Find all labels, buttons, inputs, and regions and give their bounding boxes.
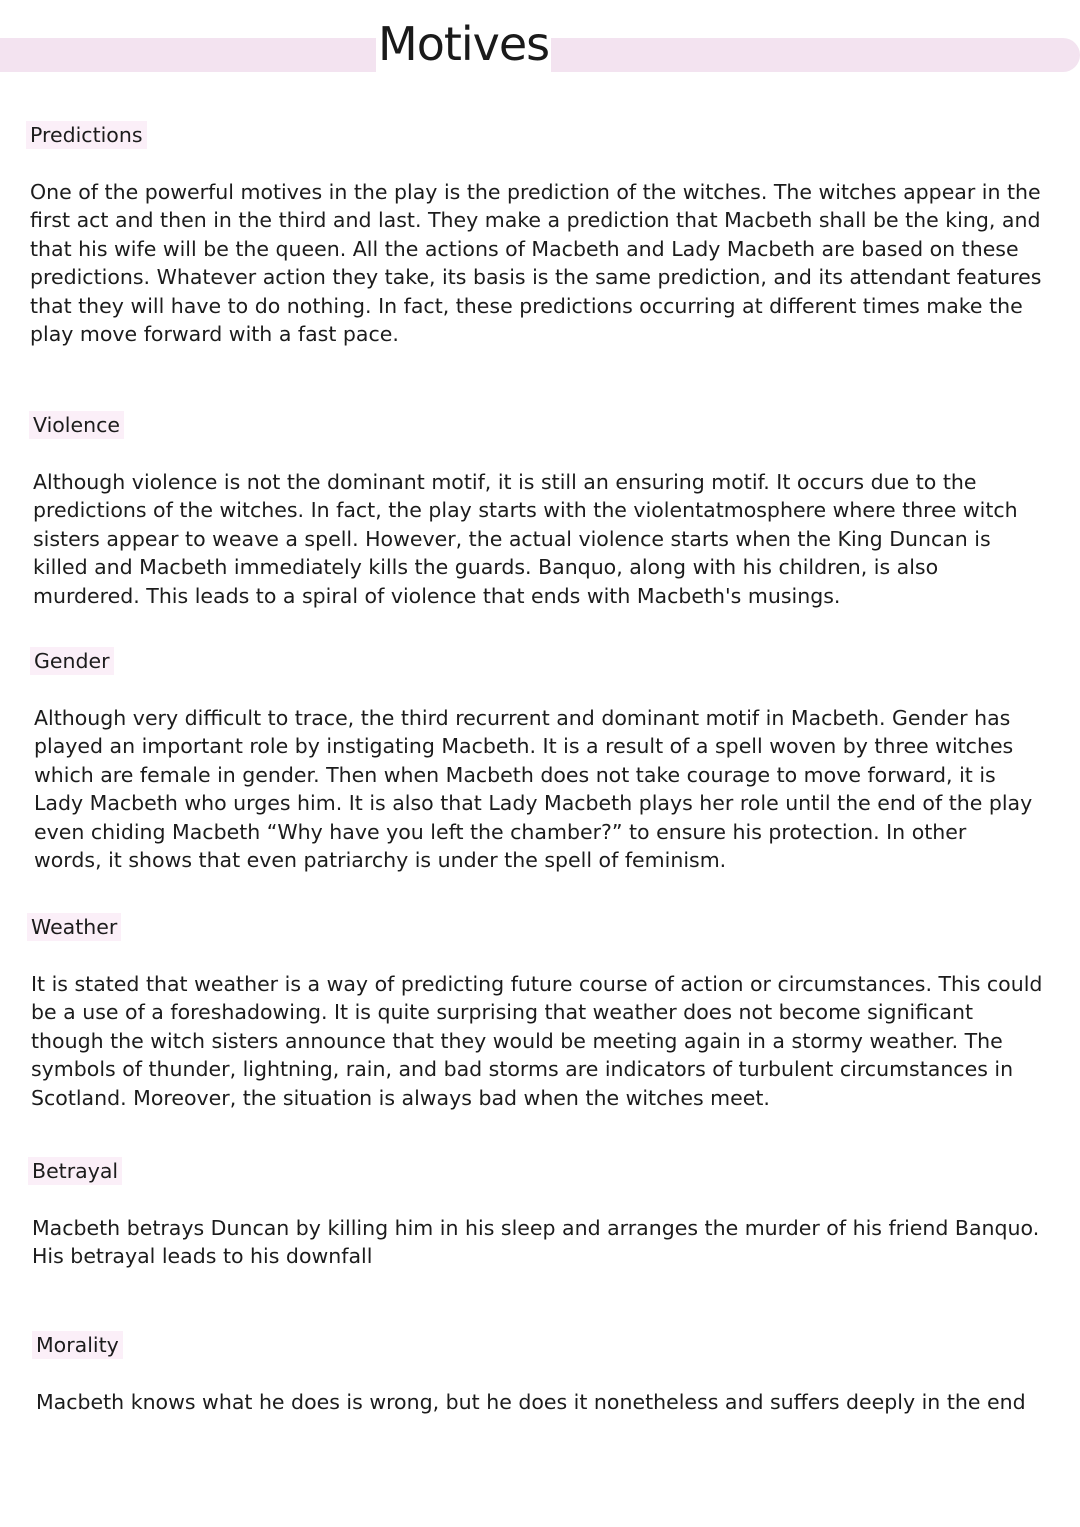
section-body-betrayal: Macbeth betrays Duncan by killing him in his sleep and arranges the murder of his friend Banquo. His betrayal leads to his downfall [32, 1216, 1040, 1269]
section-heading-morality: Morality [32, 1331, 123, 1359]
section-body-gender: Although very difficult to trace, the third recurrent and dominant motif in Macbeth. Gender has played an important role by instigating Macbeth. It is a result of a spell woven by three witches which are female in gender. Then when Macbeth does not take courage to move forward, it is Lady Macbeth who urges him. It is also that Lady Macbeth plays her role until the end of the play even chiding Macbeth “Why have you left the chamber?” to ensure his protection. In other words, it shows that even patriarchy is under the spell of feminism. [34, 706, 1033, 873]
section-heading-violence: Violence [29, 411, 124, 439]
section-body-predictions: One of the powerful motives in the play is the prediction of the witches. The witches appear in the first act and then in the third and last. They make a prediction that Macbeth shall be the king, and that his wife will be the queen. All the actions of Macbeth and Lady Macbeth are based on these predictions. Whatever action they take, its basis is the same prediction, and its attendant features that they will have to do nothing. In fact, these predictions occurring at different times make the play move forward with a fast pace. [30, 180, 1042, 347]
section-heading-weather: Weather [27, 913, 121, 941]
section-heading-predictions: Predictions [26, 121, 147, 149]
section-body-weather: It is stated that weather is a way of predicting future course of action or circumstances. This could be a use of a foreshadowing. It is quite surprising that weather does not become significant though the witch sisters announce that they would be meeting again in a stormy weather. The symbols of thunder, lightning, rain, and bad storms are indicators of turbulent circumstances in Scotland. Moreover, the situation is always bad when the witches meet. [31, 972, 1043, 1110]
section-body-morality: Macbeth knows what he does is wrong, but he does it nonetheless and suffers deeply in the end [36, 1390, 1026, 1414]
section-heading-betrayal: Betrayal [28, 1157, 122, 1185]
section-body-violence: Although violence is not the dominant motif, it is still an ensuring motif. It occurs due to the predictions of the witches. In fact, the play starts with the violentatmosphere where three witch sisters appear to weave a spell. However, the actual violence starts when the King Duncan is killed and Macbeth immediately kills the guards. Banquo, along with his children, is also murdered. This leads to a spiral of violence that ends with Macbeth's musings. [33, 470, 1018, 608]
page-title: Motives [376, 12, 551, 76]
section-heading-gender: Gender [30, 647, 114, 675]
